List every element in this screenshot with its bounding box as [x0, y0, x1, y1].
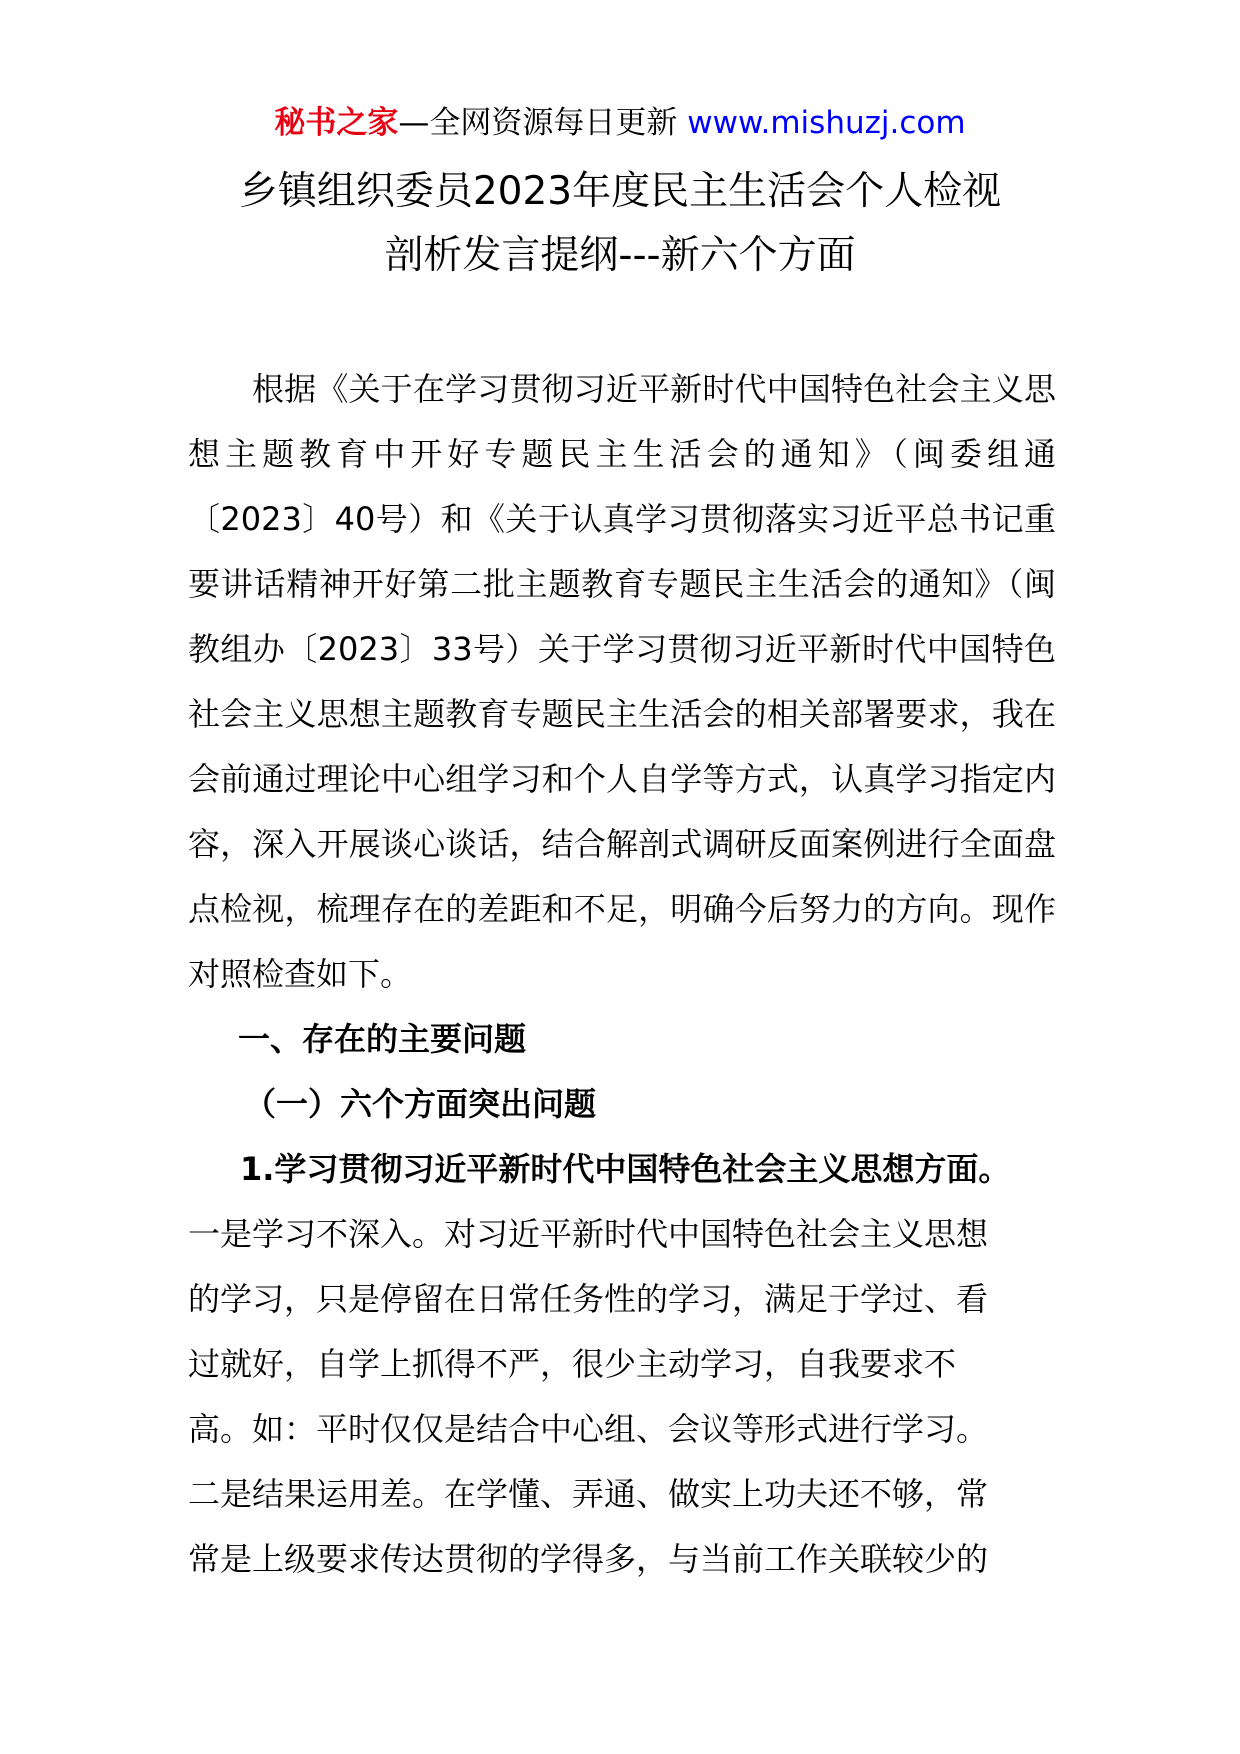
title-line-2: 剖析发言提纲---新六个方面	[384, 233, 856, 278]
site-header	[0, 100, 1240, 146]
paragraph-line: 常是上级要求传达贯彻的学得多，与当前工作关联较少的	[188, 1540, 989, 1578]
brand-name: 秘书之家	[274, 105, 399, 141]
paragraph-line: 的学习，只是停留在日常任务性的学习，满足于学过、看	[188, 1280, 989, 1318]
header-tagline: —全网资源每日更新	[398, 105, 678, 141]
paragraph-line: 二是结果运用差。在学懂、弄通、做实上功夫还不够，常	[188, 1475, 989, 1513]
section-heading-main-problems: 一、存在的主要问题	[238, 1020, 527, 1058]
intro-paragraph: 根据《关于在学习贯彻习近平新时代中国特色社会主义思想主题教育中开好专题民主生活会的通知》（闽委组通〔2023〕40号）和《关于认真学习贯彻落实习近平总书记重要讲话精神开好第二批主题教育专题民主生活会的通知》（闽教组办〔2023〕33号）关于学习贯彻习近平新时代中国特色社会主义思想主题教育专题民主生活会的相关部署要求，我在会前通过理论中心组学习和个人自学等方式，认真学习指定内容，深入开展谈心谈话，结合解剖式调研反面案例进行全面盘点检视，梳理存在的差距和不足，明确今后努力的方向。现作对照检查如下。	[188, 370, 1056, 993]
title-line-1: 乡镇组织委员2023年度民主生活会个人检视	[238, 169, 1002, 214]
subsection-heading-six-aspects: （一）六个方面突出问题	[244, 1085, 597, 1123]
paragraph-line: 过就好，自学上抓得不严，很少主动学习，自我要求不	[188, 1345, 957, 1383]
item-heading-study-thought: 1.学习贯彻习近平新时代中国特色社会主义思想方面。	[240, 1150, 1011, 1188]
paragraph-line: 高。如：平时仅仅是结合中心组、会议等形式进行学习。	[188, 1410, 989, 1448]
document-title	[150, 160, 1090, 288]
item-paragraph-study-thought	[188, 1202, 1056, 1592]
document-body	[188, 357, 1056, 1592]
site-url: www.mishuzj.com	[687, 105, 966, 141]
paragraph-line: 一是学习不深入。对习近平新时代中国特色社会主义思想	[188, 1215, 989, 1253]
